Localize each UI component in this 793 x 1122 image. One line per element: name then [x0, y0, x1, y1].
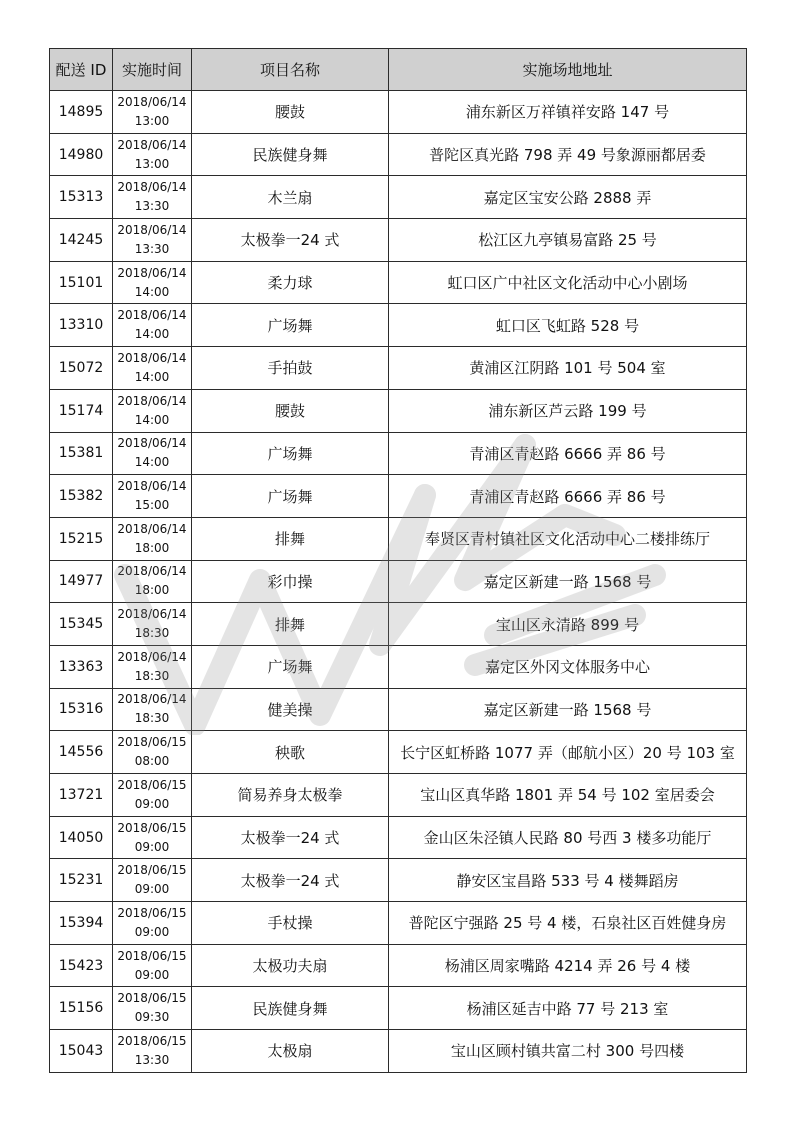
- cell-project-name: 民族健身舞: [192, 987, 389, 1030]
- cell-venue-address: 金山区朱泾镇人民路 80 号西 3 楼多功能厅: [389, 816, 747, 859]
- table-row: [50, 816, 747, 859]
- cell-schedule-time: [113, 731, 192, 774]
- table-row: [50, 859, 747, 902]
- cell-schedule-time: [113, 91, 192, 134]
- cell-project-name: 木兰扇: [192, 176, 389, 219]
- cell-project-name: 太极拳一24 式: [192, 219, 389, 262]
- table-row: [50, 603, 747, 646]
- cell-schedule-time: [113, 133, 192, 176]
- table-row: [50, 432, 747, 475]
- cell-date: 2018/06/15: [117, 863, 187, 878]
- cell-date: 2018/06/14: [117, 308, 187, 323]
- cell-time: 18:30: [134, 668, 170, 683]
- cell-schedule-time: [113, 987, 192, 1030]
- table-header: [50, 49, 747, 91]
- cell-venue-address: 虹口区广中社区文化活动中心小剧场: [389, 261, 747, 304]
- cell-venue-address: 浦东新区万祥镇祥安路 147 号: [389, 91, 747, 134]
- cell-venue-address: 嘉定区新建一路 1568 号: [389, 560, 747, 603]
- cell-delivery-id: 15394: [50, 902, 113, 945]
- cell-delivery-id: 15423: [50, 944, 113, 987]
- table-row: [50, 304, 747, 347]
- cell-venue-address: 嘉定区外冈文体服务中心: [389, 645, 747, 688]
- cell-delivery-id: 15215: [50, 517, 113, 560]
- cell-project-name: 健美操: [192, 688, 389, 731]
- cell-date: 2018/06/14: [117, 222, 187, 237]
- cell-delivery-id: 13310: [50, 304, 113, 347]
- cell-time: 09:00: [134, 839, 170, 854]
- cell-date: 2018/06/14: [117, 649, 187, 664]
- cell-time: 09:00: [134, 924, 170, 939]
- cell-project-name: 太极扇: [192, 1030, 389, 1073]
- cell-project-name: 广场舞: [192, 645, 389, 688]
- cell-venue-address: 浦东新区芦云路 199 号: [389, 389, 747, 432]
- cell-schedule-time: [113, 176, 192, 219]
- cell-delivery-id: 15072: [50, 347, 113, 390]
- cell-venue-address: 青浦区青赵路 6666 弄 86 号: [389, 432, 747, 475]
- table-row: [50, 560, 747, 603]
- cell-venue-address: 青浦区青赵路 6666 弄 86 号: [389, 475, 747, 518]
- cell-time: 09:00: [134, 967, 170, 982]
- cell-date: 2018/06/15: [117, 777, 187, 792]
- cell-delivery-id: 15316: [50, 688, 113, 731]
- cell-venue-address: 普陀区宁强路 25 号 4 楼，石泉社区百姓健身房: [389, 902, 747, 945]
- cell-date: 2018/06/14: [117, 393, 187, 408]
- cell-time: 14:00: [134, 369, 170, 384]
- cell-schedule-time: [113, 1030, 192, 1073]
- cell-time: 15:00: [134, 498, 170, 513]
- cell-date: 2018/06/14: [117, 479, 187, 494]
- cell-project-name: 柔力球: [192, 261, 389, 304]
- table-row: [50, 987, 747, 1030]
- cell-schedule-time: [113, 859, 192, 902]
- header-id: 配送 ID: [50, 49, 113, 91]
- cell-project-name: 排舞: [192, 603, 389, 646]
- cell-delivery-id: 15231: [50, 859, 113, 902]
- cell-venue-address: 普陀区真光路 798 弄 49 号象源丽都居委: [389, 133, 747, 176]
- cell-venue-address: 静安区宝昌路 533 号 4 楼舞蹈房: [389, 859, 747, 902]
- table-row: [50, 645, 747, 688]
- cell-time: 13:00: [134, 156, 170, 171]
- table-row: [50, 902, 747, 945]
- cell-date: 2018/06/15: [117, 991, 187, 1006]
- cell-delivery-id: 15345: [50, 603, 113, 646]
- table-row: [50, 731, 747, 774]
- cell-project-name: 太极拳一24 式: [192, 816, 389, 859]
- cell-project-name: 简易养身太极拳: [192, 774, 389, 817]
- cell-schedule-time: [113, 944, 192, 987]
- header-name: 项目名称: [192, 49, 389, 91]
- cell-time: 14:00: [134, 327, 170, 342]
- cell-date: 2018/06/15: [117, 948, 187, 963]
- cell-date: 2018/06/14: [117, 692, 187, 707]
- cell-delivery-id: 14556: [50, 731, 113, 774]
- cell-project-name: 民族健身舞: [192, 133, 389, 176]
- cell-time: 13:00: [134, 113, 170, 128]
- cell-venue-address: 黄浦区江阴路 101 号 504 室: [389, 347, 747, 390]
- cell-date: 2018/06/14: [117, 180, 187, 195]
- cell-venue-address: 嘉定区宝安公路 2888 弄: [389, 176, 747, 219]
- cell-schedule-time: [113, 517, 192, 560]
- cell-date: 2018/06/15: [117, 820, 187, 835]
- header-time: 实施时间: [113, 49, 192, 91]
- cell-venue-address: 杨浦区延吉中路 77 号 213 室: [389, 987, 747, 1030]
- cell-delivery-id: 15156: [50, 987, 113, 1030]
- cell-project-name: 腰鼓: [192, 91, 389, 134]
- cell-time: 14:00: [134, 284, 170, 299]
- cell-date: 2018/06/14: [117, 94, 187, 109]
- cell-schedule-time: [113, 219, 192, 262]
- table-row: [50, 347, 747, 390]
- cell-project-name: 手杖操: [192, 902, 389, 945]
- cell-project-name: 手拍鼓: [192, 347, 389, 390]
- table-row: [50, 176, 747, 219]
- cell-schedule-time: [113, 603, 192, 646]
- cell-project-name: 太极功夫扇: [192, 944, 389, 987]
- cell-schedule-time: [113, 475, 192, 518]
- cell-time: 18:30: [134, 626, 170, 641]
- cell-venue-address: 宝山区顾村镇共富二村 300 号四楼: [389, 1030, 747, 1073]
- cell-schedule-time: [113, 645, 192, 688]
- cell-time: 09:00: [134, 796, 170, 811]
- cell-time: 08:00: [134, 754, 170, 769]
- cell-project-name: 太极拳一24 式: [192, 859, 389, 902]
- cell-schedule-time: [113, 774, 192, 817]
- table-row: [50, 688, 747, 731]
- cell-venue-address: 嘉定区新建一路 1568 号: [389, 688, 747, 731]
- cell-delivery-id: 14050: [50, 816, 113, 859]
- cell-delivery-id: 14977: [50, 560, 113, 603]
- cell-venue-address: 长宁区虹桥路 1077 弄（邮航小区）20 号 103 室: [389, 731, 747, 774]
- cell-date: 2018/06/14: [117, 564, 187, 579]
- cell-venue-address: 宝山区真华路 1801 弄 54 号 102 室居委会: [389, 774, 747, 817]
- cell-delivery-id: 14980: [50, 133, 113, 176]
- table-row: [50, 261, 747, 304]
- cell-date: 2018/06/14: [117, 350, 187, 365]
- cell-venue-address: 杨浦区周家嘴路 4214 弄 26 号 4 楼: [389, 944, 747, 987]
- cell-schedule-time: [113, 432, 192, 475]
- cell-date: 2018/06/14: [117, 265, 187, 280]
- cell-venue-address: 松江区九亭镇易富路 25 号: [389, 219, 747, 262]
- cell-project-name: 排舞: [192, 517, 389, 560]
- cell-delivery-id: 13721: [50, 774, 113, 817]
- cell-date: 2018/06/14: [117, 607, 187, 622]
- table-row: [50, 774, 747, 817]
- cell-schedule-time: [113, 347, 192, 390]
- cell-project-name: 腰鼓: [192, 389, 389, 432]
- cell-schedule-time: [113, 902, 192, 945]
- cell-venue-address: 虹口区飞虹路 528 号: [389, 304, 747, 347]
- cell-date: 2018/06/15: [117, 1033, 187, 1048]
- cell-date: 2018/06/14: [117, 521, 187, 536]
- header-row: [50, 49, 747, 91]
- cell-project-name: 广场舞: [192, 432, 389, 475]
- cell-time: 09:30: [134, 1010, 170, 1025]
- cell-project-name: 广场舞: [192, 304, 389, 347]
- cell-delivery-id: 13363: [50, 645, 113, 688]
- cell-time: 13:30: [134, 199, 170, 214]
- cell-date: 2018/06/14: [117, 436, 187, 451]
- cell-schedule-time: [113, 389, 192, 432]
- cell-project-name: 秧歌: [192, 731, 389, 774]
- table-row: [50, 1030, 747, 1073]
- header-address: 实施场地地址: [389, 49, 747, 91]
- cell-schedule-time: [113, 304, 192, 347]
- cell-project-name: 彩巾操: [192, 560, 389, 603]
- table-row: [50, 475, 747, 518]
- cell-schedule-time: [113, 688, 192, 731]
- cell-schedule-time: [113, 816, 192, 859]
- cell-time: 18:30: [134, 711, 170, 726]
- cell-time: 13:30: [134, 1052, 170, 1067]
- cell-date: 2018/06/15: [117, 905, 187, 920]
- cell-venue-address: 奉贤区青村镇社区文化活动中心二楼排练厅: [389, 517, 747, 560]
- cell-delivery-id: 14895: [50, 91, 113, 134]
- cell-delivery-id: 15382: [50, 475, 113, 518]
- cell-time: 14:00: [134, 412, 170, 427]
- cell-delivery-id: 15313: [50, 176, 113, 219]
- table-row: [50, 944, 747, 987]
- table-row: [50, 389, 747, 432]
- cell-delivery-id: 14245: [50, 219, 113, 262]
- cell-time: 14:00: [134, 455, 170, 470]
- cell-time: 18:00: [134, 583, 170, 598]
- table-body: [50, 91, 747, 1073]
- cell-project-name: 广场舞: [192, 475, 389, 518]
- cell-delivery-id: 15043: [50, 1030, 113, 1073]
- schedule-table: [49, 48, 747, 1073]
- table-row: [50, 91, 747, 134]
- cell-venue-address: 宝山区永清路 899 号: [389, 603, 747, 646]
- cell-delivery-id: 15174: [50, 389, 113, 432]
- cell-delivery-id: 15381: [50, 432, 113, 475]
- cell-time: 13:30: [134, 241, 170, 256]
- table-row: [50, 219, 747, 262]
- cell-time: 09:00: [134, 882, 170, 897]
- cell-schedule-time: [113, 261, 192, 304]
- cell-date: 2018/06/14: [117, 137, 187, 152]
- table-row: [50, 133, 747, 176]
- cell-time: 18:00: [134, 540, 170, 555]
- cell-delivery-id: 15101: [50, 261, 113, 304]
- table-row: [50, 517, 747, 560]
- cell-date: 2018/06/15: [117, 735, 187, 750]
- cell-schedule-time: [113, 560, 192, 603]
